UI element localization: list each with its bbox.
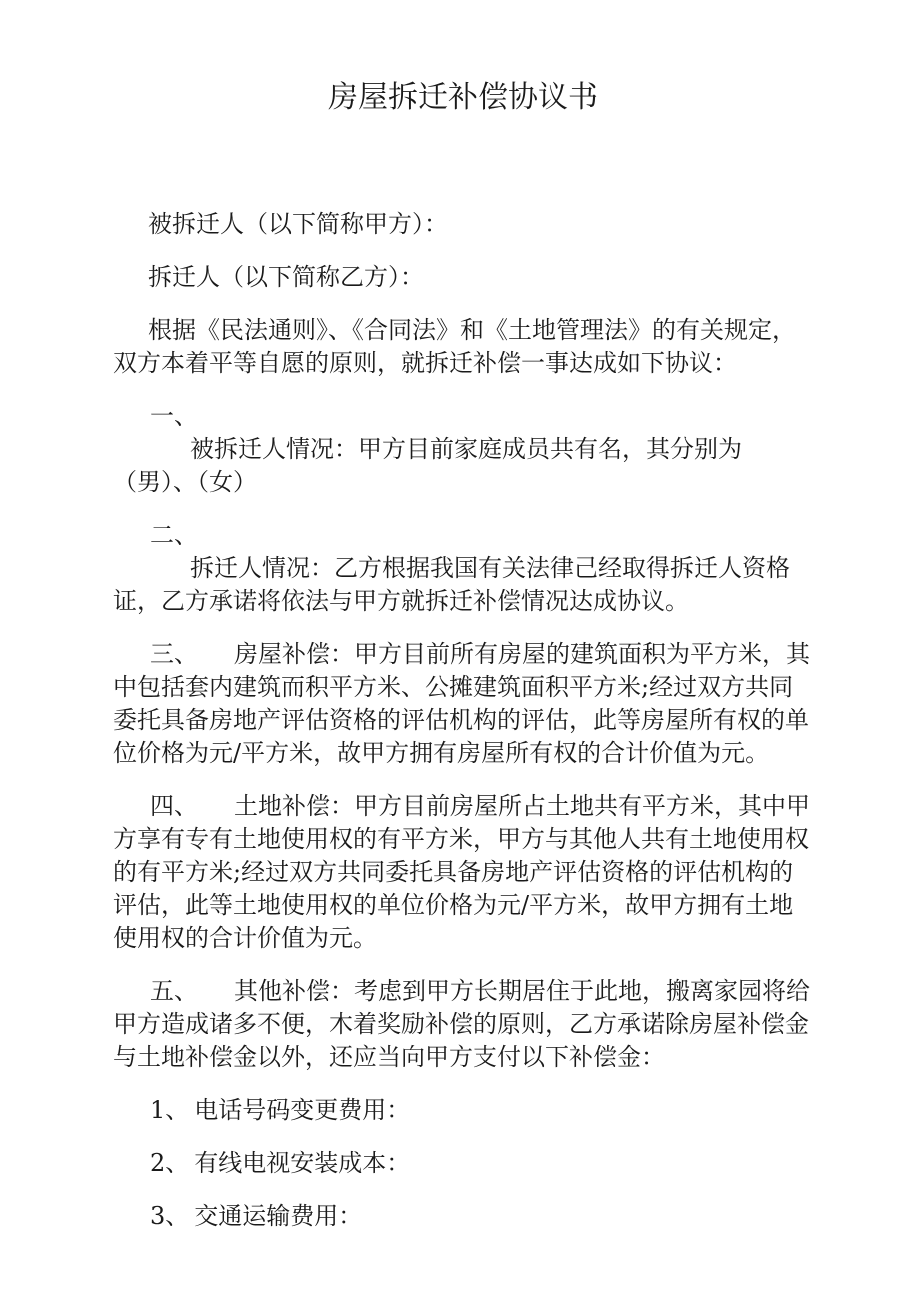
section-1-number: 一、 bbox=[150, 402, 198, 430]
compensation-item-2-text: 有线电视安装成本： bbox=[194, 1149, 411, 1177]
section-3-number: 三、 bbox=[150, 640, 198, 668]
section-3 bbox=[113, 638, 813, 770]
section-2-body: 拆迁人情况：乙方根据我国有关法律己经取得拆迁人资格证，乙方承诺将依法与甲方就拆迁补偿情况达成协议。 bbox=[113, 554, 790, 615]
document-title: 房屋拆迁补偿协议书 bbox=[328, 80, 598, 115]
section-2 bbox=[113, 519, 813, 618]
section-1 bbox=[113, 400, 813, 499]
compensation-item-1-number: 1、 bbox=[150, 1096, 190, 1124]
section-1-body: 被拆迁人情况：甲方目前家庭成员共有名，其分别为（男）、（女） bbox=[113, 435, 742, 496]
compensation-item-1-text: 电话号码变更费用： bbox=[194, 1096, 411, 1124]
compensation-item-1 bbox=[113, 1094, 813, 1127]
compensation-item-2-number: 2、 bbox=[150, 1149, 190, 1177]
section-5 bbox=[113, 975, 813, 1074]
section-4-number: 四、 bbox=[150, 792, 198, 820]
section-2-number: 二、 bbox=[150, 521, 198, 549]
compensation-item-3-text: 交通运输费用： bbox=[194, 1202, 363, 1230]
section-5-body: 其他补偿：考虑到甲方长期居住于此地，搬离家园将给甲方造成诸多不便，木着奖励补偿的原则，乙方承诺除房屋补偿金与土地补偿金以外，还应当向甲方支付以下补偿金： bbox=[113, 977, 810, 1071]
party-line-demolisher: 拆迁人（以下简称乙方）： bbox=[148, 263, 424, 291]
section-4 bbox=[113, 790, 813, 955]
compensation-item-2 bbox=[113, 1147, 813, 1180]
section-4-body: 土地补偿：甲方目前房屋所占土地共有平方米，其中甲方享有专有土地使用权的有平方米，甲方与其他人共有土地使用权的有平方米;经过双方共同委托具备房地产评估资格的评估机构的评估，此等土地使用权的单位价格为元/平方米，故甲方拥有土地使用权的合计价值为元。 bbox=[113, 792, 810, 952]
section-3-body: 房屋补偿：甲方目前所有房屋的建筑面积为平方米，其中包括套内建筑而积平方米、公摊建筑面积平方米;经过双方共同委托具备房地产评估资格的评估机构的评估，此等房屋所有权的单位价格为元/平方米，故甲方拥有房屋所有权的合计价值为元。 bbox=[113, 640, 810, 767]
party-line-demolished: 被拆迁人（以下简称甲方）： bbox=[148, 210, 448, 238]
section-5-number: 五、 bbox=[150, 977, 198, 1005]
preamble-paragraph: 根据《民法通则》、《合同法》和《土地管理法》的有关规定，双方本着平等自愿的原则，就拆迁补偿一事达成如下协议： bbox=[113, 316, 796, 377]
compensation-item-3-number: 3、 bbox=[150, 1202, 190, 1230]
compensation-item-3 bbox=[113, 1200, 813, 1233]
